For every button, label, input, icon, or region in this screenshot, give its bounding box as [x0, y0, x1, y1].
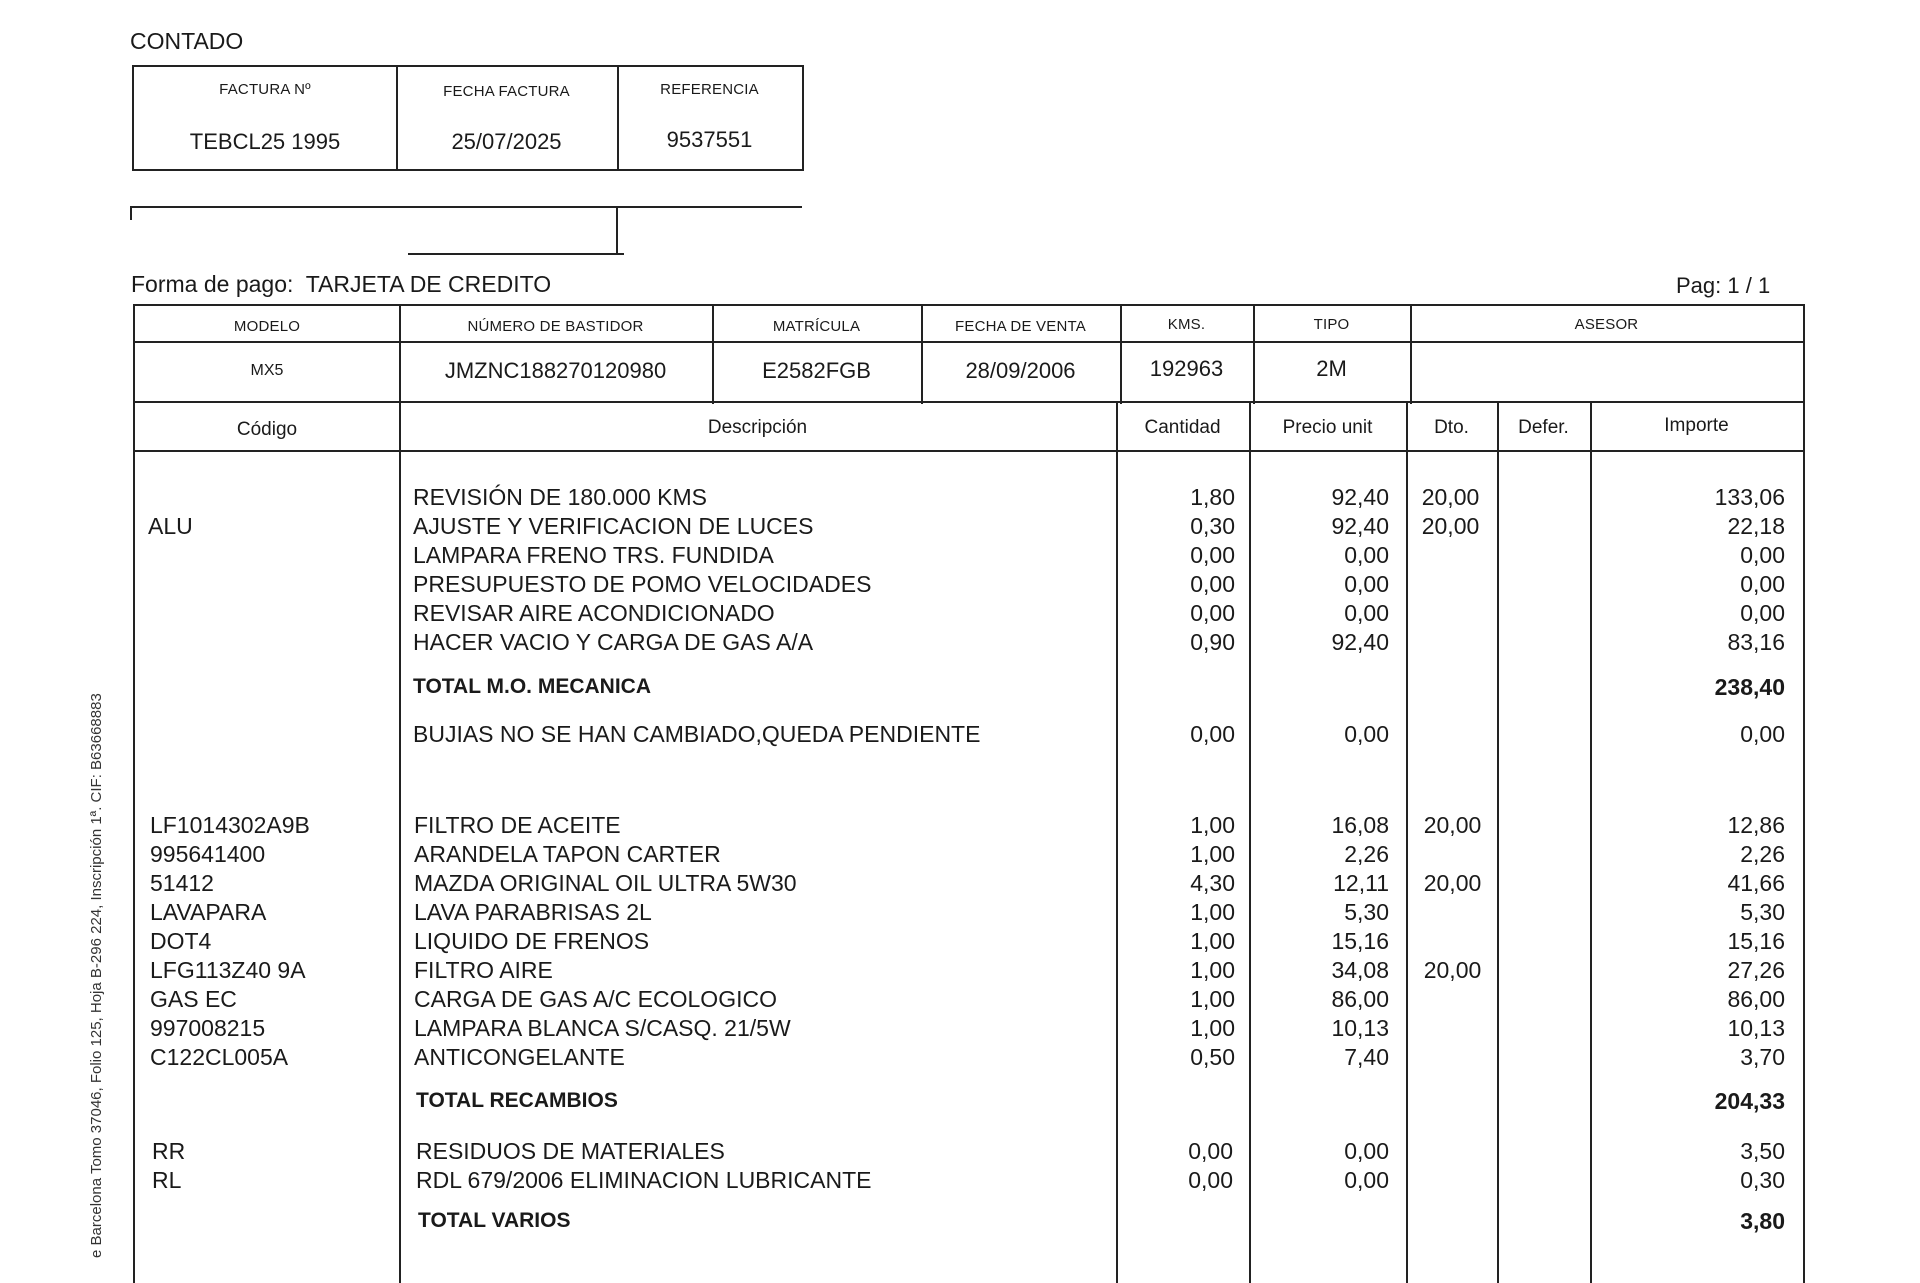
row-amount: 0,30 [1740, 1167, 1785, 1193]
model-value: MX5 [250, 362, 284, 379]
row-unit-price: 86,00 [1331, 986, 1389, 1012]
row-discount: 20,00 [1423, 870, 1482, 896]
row-quantity: 0,00 [1190, 600, 1235, 626]
invoice-number-label: FACTURA Nº [219, 81, 311, 98]
table-row [0, 1014, 1920, 1043]
row-code: RL [152, 1167, 182, 1193]
row-unit-price: 0,00 [1344, 1167, 1389, 1193]
table-row [0, 985, 1920, 1014]
row-description: ANTICONGELANTE [414, 1044, 625, 1070]
row-amount: 2,26 [1740, 841, 1785, 867]
table-row [0, 512, 1920, 541]
payment-method [131, 271, 551, 298]
col-unit-price-header: Precio unit [1282, 417, 1373, 438]
row-code: LF1014302A9B [150, 812, 310, 838]
row-unit-price: 0,00 [1344, 542, 1389, 568]
row-code: C122CL005A [150, 1044, 289, 1070]
invoice-number: TEBCL25 1995 [189, 129, 341, 154]
col-amount-header: Importe [1664, 415, 1729, 436]
row-unit-price: 5,30 [1344, 899, 1389, 925]
sale-date-label: FECHA DE VENTA [955, 318, 1086, 335]
registry-side-text: e Barcelona Tomo 37046, Folio 125, Hoja B-296 224, Inscripción 1ª. CIF: B63668883 [88, 693, 105, 1258]
total-labor-value: 238,40 [1714, 674, 1785, 700]
row-quantity: 0,00 [1188, 1138, 1233, 1164]
row-amount: 41,66 [1727, 870, 1785, 896]
divider-line [130, 206, 802, 208]
type-label: TIPO [1313, 316, 1350, 333]
row-description: RESIDUOS DE MATERIALES [416, 1138, 725, 1164]
row-amount: 0,00 [1740, 600, 1785, 626]
row-quantity: 0,00 [1190, 571, 1235, 597]
row-unit-price: 0,00 [1344, 1138, 1389, 1164]
row-code: GAS EC [150, 986, 237, 1012]
row-quantity: 1,00 [1190, 899, 1235, 925]
total-misc-label: TOTAL VARIOS [418, 1209, 571, 1232]
table-row [0, 811, 1920, 840]
table-row [0, 1043, 1920, 1072]
row-quantity: 1,00 [1190, 812, 1235, 838]
row-amount: 86,00 [1727, 986, 1785, 1012]
table-row [0, 927, 1920, 956]
row-discount: 20,00 [1423, 957, 1482, 983]
divider-tick-left [130, 206, 132, 220]
vehicle-table [133, 304, 1805, 404]
table-row [0, 720, 1920, 749]
row-quantity: 0,00 [1188, 1167, 1233, 1193]
row-unit-price: 0,00 [1344, 600, 1389, 626]
row-quantity: 1,00 [1190, 928, 1235, 954]
table-row [0, 483, 1920, 512]
row-description: HACER VACIO Y CARGA DE GAS A/A [413, 629, 814, 655]
row-description: REVISAR AIRE ACONDICIONADO [413, 600, 775, 626]
row-quantity: 0,30 [1190, 513, 1235, 539]
row-amount: 83,16 [1727, 629, 1785, 655]
reference-number: 9537551 [666, 127, 753, 152]
total-parts-value: 204,33 [1714, 1088, 1785, 1114]
row-description: LIQUIDO DE FRENOS [414, 928, 650, 954]
table-row [0, 869, 1920, 898]
invoice-date-label: FECHA FACTURA [443, 83, 570, 100]
row-unit-price: 0,00 [1344, 721, 1389, 747]
row-discount: 20,00 [1421, 513, 1480, 539]
row-quantity: 1,00 [1190, 1015, 1235, 1041]
table-row [0, 898, 1920, 927]
row-quantity: 0,90 [1190, 629, 1235, 655]
row-quantity: 0,50 [1190, 1044, 1235, 1070]
row-unit-price: 92,40 [1331, 513, 1389, 539]
row-unit-price: 2,26 [1344, 841, 1389, 867]
row-amount: 15,16 [1727, 928, 1785, 954]
row-amount: 12,86 [1727, 812, 1785, 838]
total-parts-label: TOTAL RECAMBIOS [416, 1089, 618, 1112]
plate-value: E2582FGB [762, 358, 871, 383]
row-quantity: 0,00 [1190, 721, 1235, 747]
row-quantity: 4,30 [1190, 870, 1235, 896]
row-unit-price: 15,16 [1331, 928, 1389, 954]
table-row [0, 599, 1920, 628]
vin-value: JMZNC188270120980 [444, 358, 667, 383]
row-description: LAMPARA FRENO TRS. FUNDIDA [413, 542, 774, 568]
total-misc-value: 3,80 [1740, 1208, 1785, 1234]
row-code: 997008215 [150, 1015, 266, 1041]
total-labor-label: TOTAL M.O. MECANICA [413, 675, 651, 698]
row-amount: 0,00 [1740, 542, 1785, 568]
row-unit-price: 92,40 [1331, 484, 1389, 510]
row-code: ALU [148, 513, 193, 539]
invoice-header-box [132, 65, 804, 171]
row-quantity: 1,80 [1190, 484, 1235, 510]
row-amount: 27,26 [1727, 957, 1785, 983]
row-description: LAVA PARABRISAS 2L [414, 899, 652, 925]
row-code: LFG113Z40 9A [150, 957, 306, 983]
row-code: LAVAPARA [150, 899, 267, 925]
sale-type: CONTADO [130, 28, 244, 54]
row-amount: 10,13 [1727, 1015, 1785, 1041]
advisor-label: ASESOR [1574, 316, 1639, 333]
table-row [0, 840, 1920, 869]
row-amount: 3,70 [1740, 1044, 1785, 1070]
row-amount: 133,06 [1714, 484, 1785, 510]
row-unit-price: 92,40 [1331, 629, 1389, 655]
invoice-date: 25/07/2025 [451, 129, 562, 154]
type-value: 2M [1316, 356, 1347, 381]
row-unit-price: 16,08 [1331, 812, 1389, 838]
row-code: 995641400 [150, 841, 266, 867]
row-description: ARANDELA TAPON CARTER [414, 841, 721, 867]
row-description: MAZDA ORIGINAL OIL ULTRA 5W30 [414, 870, 797, 896]
row-description: LAMPARA BLANCA S/CASQ. 21/5W [414, 1015, 791, 1041]
row-code: 51412 [150, 870, 214, 896]
row-amount: 3,50 [1740, 1138, 1785, 1164]
row-unit-price: 7,40 [1344, 1044, 1389, 1070]
row-description: AJUSTE Y VERIFICACION DE LUCES [413, 513, 814, 539]
sale-date-value: 28/09/2006 [965, 358, 1076, 383]
model-label: MODELO [233, 318, 301, 335]
row-unit-price: 12,11 [1333, 870, 1389, 896]
row-discount: 20,00 [1421, 484, 1480, 510]
payment-method-value: TARJETA DE CREDITO [305, 271, 552, 297]
plate-label: MATRÍCULA [772, 318, 861, 335]
payment-method-label: Forma de pago: [131, 271, 294, 297]
col-code-header: Código [236, 419, 298, 440]
row-code: DOT4 [150, 928, 212, 954]
page-number: Pag: 1 / 1 [1676, 273, 1771, 298]
col-quantity-header: Cantidad [1144, 417, 1221, 438]
row-description: REVISIÓN DE 180.000 KMS [413, 484, 708, 510]
row-quantity: 1,00 [1190, 841, 1235, 867]
row-quantity: 0,00 [1190, 542, 1235, 568]
col-discount-header: Dto. [1434, 417, 1469, 438]
row-unit-price: 34,08 [1331, 957, 1389, 983]
row-unit-price: 0,00 [1344, 571, 1389, 597]
row-amount: 0,00 [1740, 721, 1785, 747]
col-description-header: Descripción [707, 417, 808, 438]
row-quantity: 1,00 [1190, 986, 1235, 1012]
reference-label: REFERENCIA [660, 81, 759, 98]
vin-label: NÚMERO DE BASTIDOR [467, 318, 644, 335]
row-discount: 20,00 [1423, 812, 1482, 838]
col-deferred-header: Defer. [1518, 417, 1569, 438]
row-description: BUJIAS NO SE HAN CAMBIADO,QUEDA PENDIENTE [413, 721, 981, 747]
row-description: CARGA DE GAS A/C ECOLOGICO [414, 986, 777, 1012]
table-row [0, 570, 1920, 599]
table-row [0, 1166, 1920, 1195]
row-unit-price: 10,13 [1331, 1015, 1389, 1041]
row-amount: 22,18 [1727, 513, 1785, 539]
table-row [0, 541, 1920, 570]
kms-value: 192963 [1149, 356, 1224, 381]
divider-tick-center [616, 206, 618, 254]
table-row [0, 956, 1920, 985]
table-row [0, 1137, 1920, 1166]
divider-line-short [408, 253, 624, 255]
table-row [0, 628, 1920, 657]
row-description: RDL 679/2006 ELIMINACION LUBRICANTE [416, 1167, 872, 1193]
row-description: FILTRO DE ACEITE [414, 812, 621, 838]
kms-label: KMS. [1167, 316, 1206, 333]
row-amount: 5,30 [1740, 899, 1785, 925]
row-description: FILTRO AIRE [414, 957, 553, 983]
row-amount: 0,00 [1740, 571, 1785, 597]
row-quantity: 1,00 [1190, 957, 1235, 983]
row-description: PRESUPUESTO DE POMO VELOCIDADES [413, 571, 872, 597]
row-code: RR [152, 1138, 186, 1164]
